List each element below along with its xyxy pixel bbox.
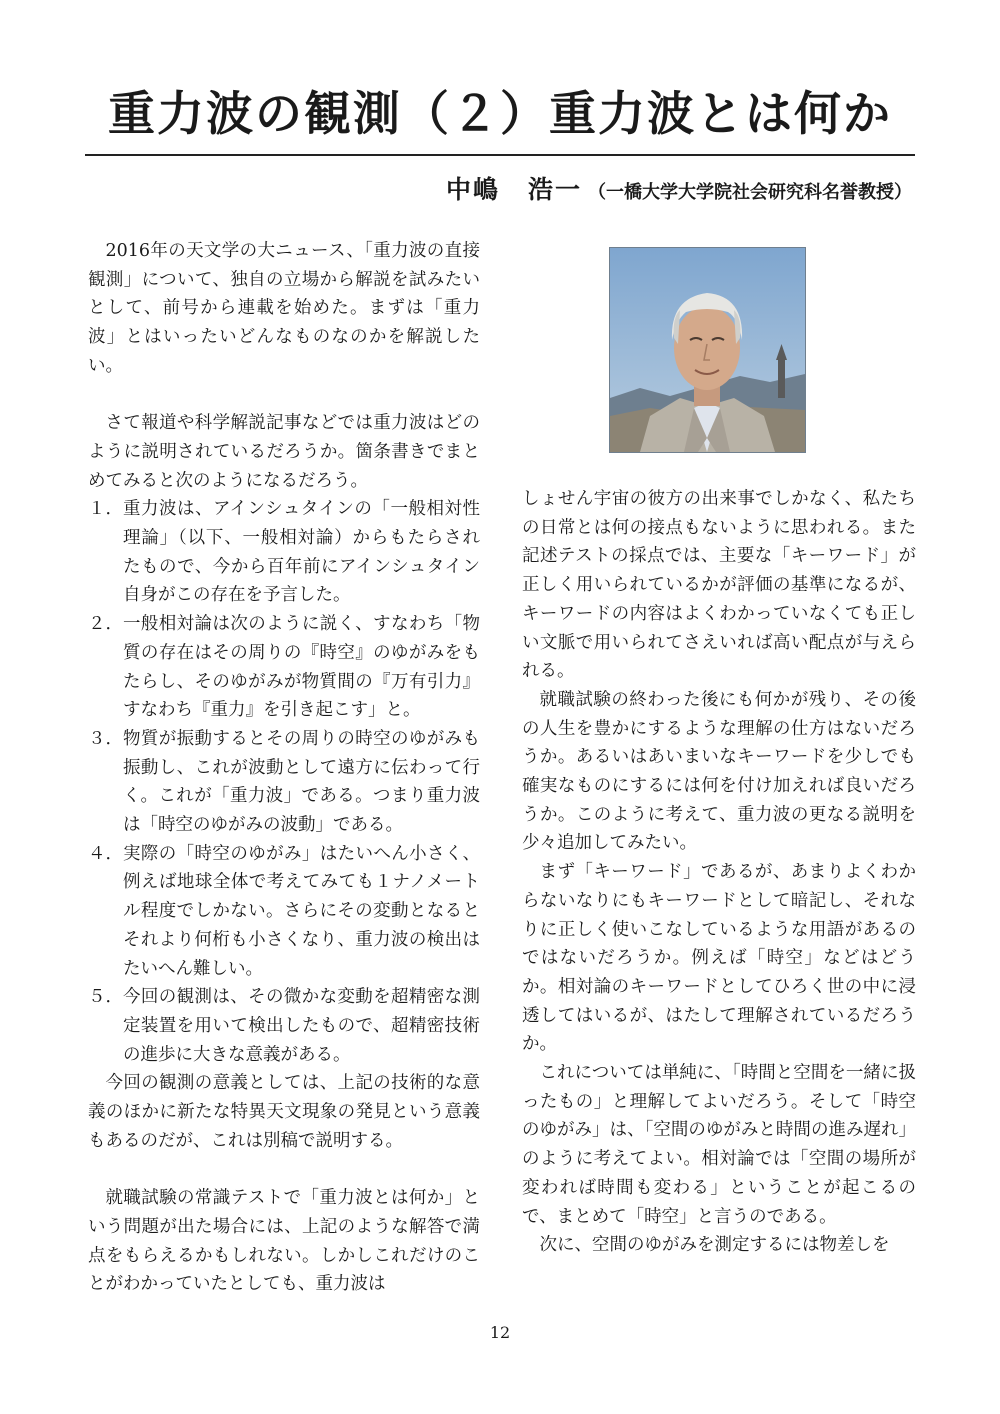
list-number: ４． (88, 843, 123, 864)
paragraph: まず「キーワード」であるが、あまりよくわからないなりにもキーワードとして暗記し、それなりに正しく使いこなしているような用語があるのではないだろうか。例えば「時空」などはどうか。相対論のキーワードとしてひろく世の中に浸透してはいるが、はたして理解されているだろうか。 (522, 862, 916, 1055)
article-title: 重力波の観測（２）重力波とは何か (108, 87, 892, 142)
paragraph: さて報道や科学解説記事などでは重力波はどのように説明されているだろうか。箇条書きでまとめてみると次のようになるだろう。 (88, 413, 480, 491)
list-number: ３． (88, 728, 123, 749)
author-name (446, 175, 582, 204)
bullet-list (88, 495, 480, 1069)
list-item (88, 725, 480, 840)
author-given-name: 浩一 (527, 175, 582, 204)
list-text: 物質が振動するとその周りの時空のゆがみも振動し、これが波動として遠方に伝わって行く。これが「重力波」である。つまり重力波は「時空のゆがみの波動」である。 (123, 728, 480, 836)
byline (446, 170, 912, 206)
list-item (88, 610, 480, 725)
list-item (88, 495, 480, 610)
list-number: ５． (88, 987, 123, 1008)
list-item (88, 983, 480, 1069)
paragraph: 就職試験の常識テストで「重力波とは何か」という問題が出た場合には、上記のような解答で満点をもらえるかもしれない。しかしこれだけのことがわかっていたとしても、重力波は (88, 1188, 480, 1295)
paragraph-spacer (88, 1155, 480, 1184)
paragraph-spacer (88, 381, 480, 410)
list-number: １． (88, 499, 123, 520)
author-portrait-image (610, 248, 805, 452)
list-text: 今回の観測は、その微かな変動を超精密な測定装置を用いて検出したもので、超精密技術の進歩に大きな意義がある。 (123, 987, 480, 1065)
paragraph: これについては単純に、「時間と空間を一緒に扱ったもの」と理解してよいだろう。そして「時空のゆがみ」は、「空間のゆがみと時間の進み遅れ」のように考えてよい。相対論では「空間の場所が変われば時間も変わる」ということが起こるので、まとめて「時空」と言うのである。 (522, 1063, 916, 1227)
paragraph: 2016年の天文学の大ニュース、「重力波の直接観測」について、独自の立場から解説を試みたいとして、前号から連載を始めた。まずは「重力波」とはいったいどんなものなのかを解説したい。 (88, 241, 480, 376)
author-family-name: 中嶋 (445, 175, 500, 204)
list-text: 重力波は、アインシュタインの「一般相対性理論」（以下、一般相対論）からもたらされたもので、今から百年前にアインシュタイン自身がこの存在を予言した。 (123, 499, 480, 606)
paragraph: しょせん宇宙の彼方の出来事でしかなく、私たちの日常とは何の接点もないように思われる。また記述テストの採点では、主要な「キーワード」が正しく用いられているかが評価の基準になるが、キーワードの内容はよくわかっていなくても正しい文脈で用いられてさえいれば高い配点が与えられる。 (522, 489, 916, 682)
page-number: 12 (489, 1323, 511, 1342)
left-column (88, 237, 480, 1299)
paragraph: 今回の観測の意義としては、上記の技術的な意義のほかに新たな特異天文現象の発見という意義もあるのだが、これは別稿で説明する。 (88, 1073, 480, 1151)
list-item (88, 840, 480, 984)
list-text: 一般相対論は次のように説く、すなわち「物質の存在はその周りの『時空』のゆがみをもたらし、そのゆがみが物質間の『万有引力』すなわち『重力』を引き起こす」と。 (123, 614, 480, 721)
title-rule (85, 154, 915, 156)
list-number: ２． (88, 614, 123, 635)
author-affiliation: （一橋大学大学院社会研究科名誉教授） (588, 182, 912, 203)
paragraph: 就職試験の終わった後にも何かが残り、その後の人生を豊かにするような理解の仕方はないだろうか。あるいはあいまいなキーワードを少しでも確実なものにするには何を付け加えれば良いだろうか。このように考えて、重力波の更なる説明を少々追加してみたい。 (522, 689, 916, 854)
list-text: 実際の「時空のゆがみ」はたいへん小さく、例えば地球全体で考えてみても１ナノメートル程度でしかない。さらにその変動となるとそれより何桁も小さくなり、重力波の検出はたいへん難しい。 (123, 843, 480, 979)
author-photo (609, 247, 806, 453)
right-column (522, 485, 916, 1260)
paragraph: 次に、空間のゆがみを測定するには物差しを (539, 1235, 890, 1256)
